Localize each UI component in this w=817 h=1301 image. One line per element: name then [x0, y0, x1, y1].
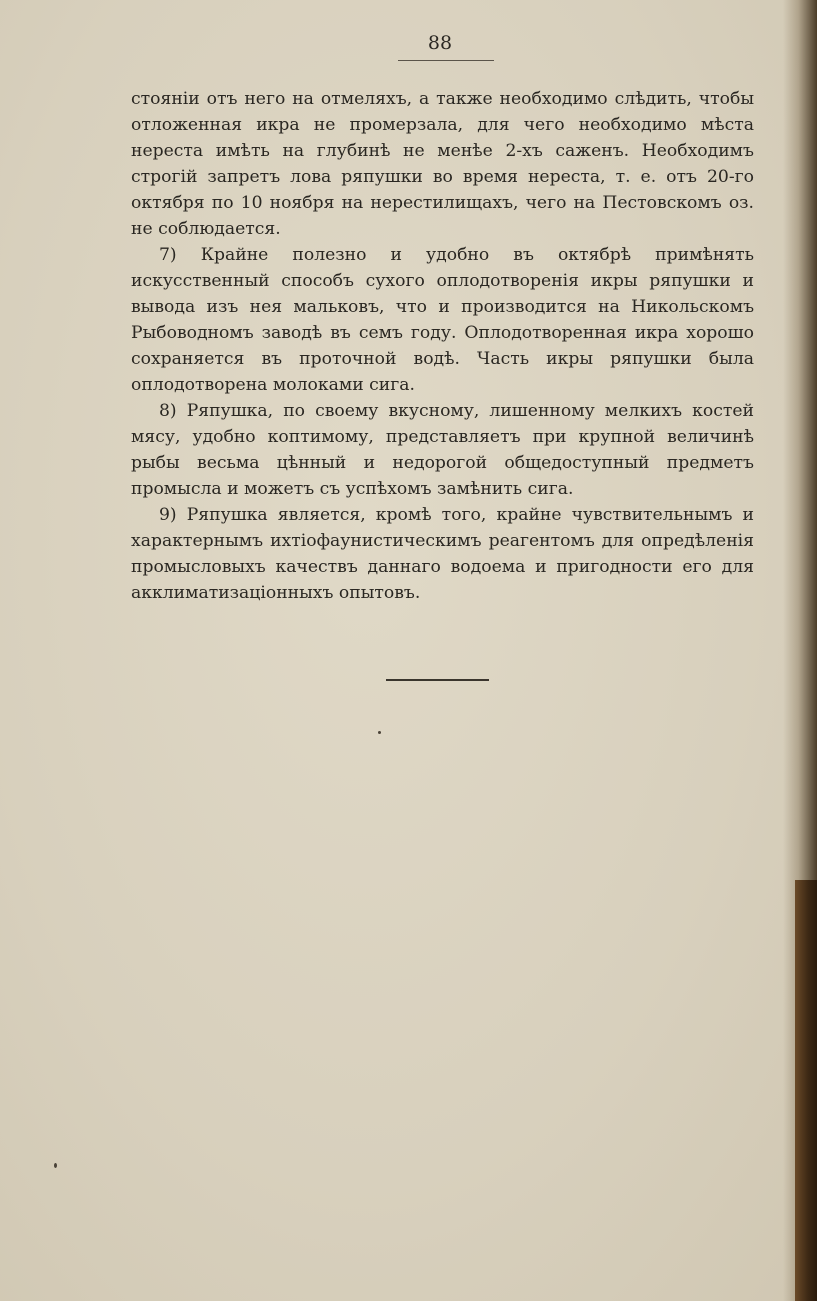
paragraph-item-8: 8) Ряпушка, по своему вкусному, лишенному мелкихъ костей мясу, удобно коптимому, представляетъ при крупной величинѣ рыбы весьма цѣнный и недорогой общедоступный предметъ промысла и можетъ съ успѣхомъ замѣнить сига.: [131, 401, 754, 499]
page-number: 88: [427, 32, 453, 54]
paragraph-item-9: 9) Ряпушка является, кромѣ того, крайне чувствительнымъ и характернымъ ихтiофаунистическимъ реагентомъ для опредѣленiя промысловыхъ качествъ даннаго водоема и пригодности его для акклиматизацiонныхъ опытовъ.: [131, 505, 754, 603]
paragraph-item-7: 7) Крайне полезно и удобно въ октябрѣ примѣнять искусственный способъ сухого оплодотворенiя икры ряпушки и вывода изъ нея мальковъ, что и производится на Никольскомъ Рыбоводномъ заводѣ въ семъ году. Оплодотворенная икра хорошо сохраняется въ проточной водѣ. Часть икры ряпушки была оплодотворена молоками сига.: [131, 245, 754, 395]
paragraph-continuation: стоянiи отъ него на отмеляхъ, а также необходимо слѣдить, чтобы отложенная икра не промерзала, для чего необходимо мѣста нереста имѣть на глубинѣ не менѣе 2-хъ саженъ. Необходимъ строгiй запретъ лова ряпушки во время нереста, т. е. отъ 20-го октября по 10 ноября на нерестилищахъ, чего на Пестовскомъ оз. не соблюдается.: [131, 89, 754, 239]
page-header: [380, 32, 500, 54]
paper-speck: [378, 731, 381, 734]
paper-speck: [54, 1163, 57, 1168]
book-spine-edge: [795, 880, 817, 1301]
body-text: [131, 86, 754, 606]
closing-rule: [386, 679, 489, 681]
header-rule: [398, 60, 494, 61]
